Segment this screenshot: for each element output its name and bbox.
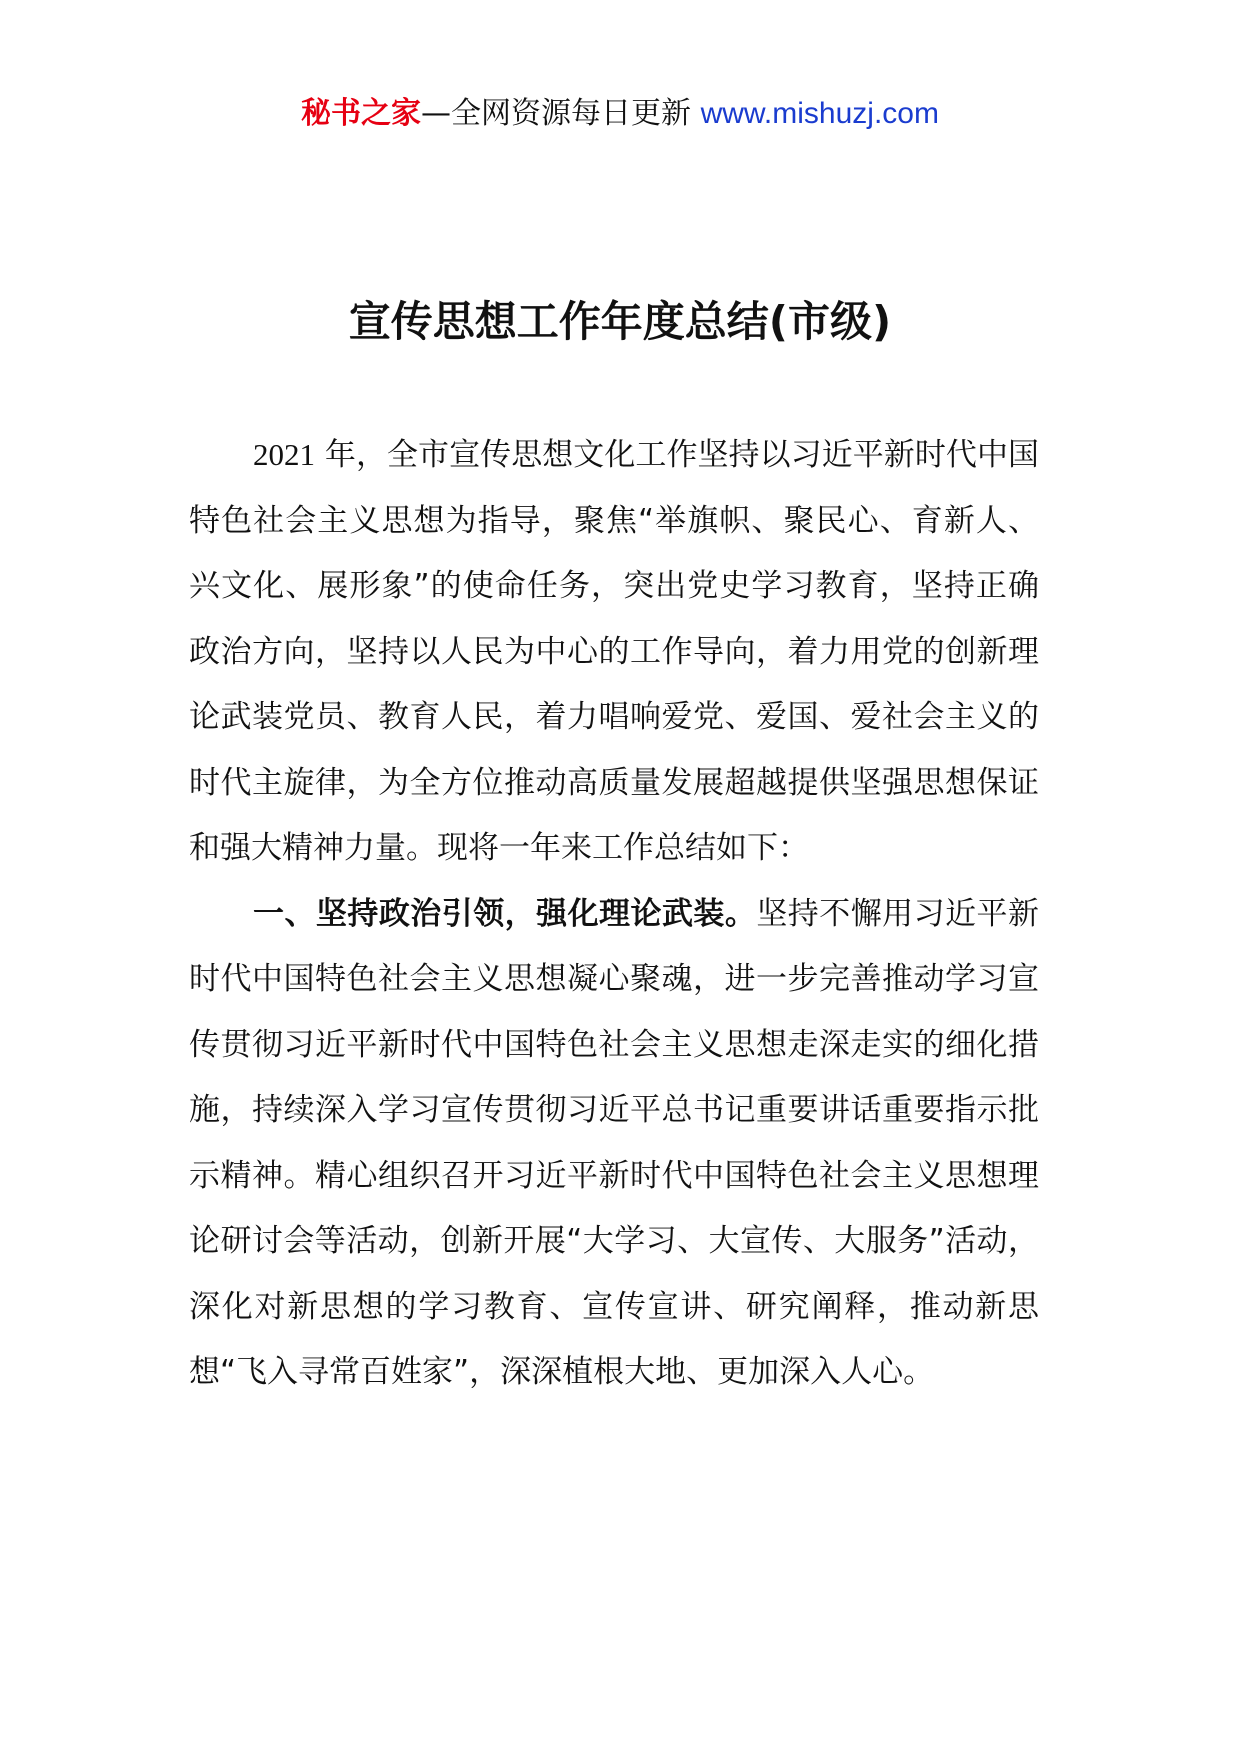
intro-paragraph: [189, 422, 1039, 882]
document-body: [189, 422, 1039, 1406]
section-one-paragraph: [189, 882, 1039, 1406]
document-title: 宣传思想工作年度总结(市级): [348, 297, 892, 346]
section-one-text: 坚持不懈用习近平新时代中国特色社会主义思想凝心聚魂，进一步完善推动学习宣传贯彻习近平新时代中国特色社会主义思想走深走实的细化措施，持续深入学习宣传贯彻习近平总书记重要讲话重要指示批示精神。精心组织召开习近平新时代中国特色社会主义思想理论研讨会等活动，创新开展“大学习、大宣传、大服务”活动，深化对新思想的学习教育、宣传宣讲、研究阐释，推动新思想“飞入寻常百姓家”，深深植根大地、更加深入人心。: [189, 895, 1040, 1390]
intro-year: 2021: [253, 437, 315, 472]
intro-text: 年，全市宣传思想文化工作坚持以习近平新时代中国特色社会主义思想为指导，聚焦“举旗帜、聚民心、育新人、兴文化、展形象”的使命任务，突出党史学习教育，坚持正确政治方向，坚持以人民为中心的工作导向，着力用党的创新理论武装党员、教育人民，着力唱响爱党、爱国、爱社会主义的时代主旋律，为全方位推动高质量发展超越提供坚强思想保证和强大精神力量。现将一年来工作总结如下：: [189, 437, 1039, 866]
site-slogan: —全网资源每日更新: [421, 96, 692, 131]
site-header: [0, 94, 1240, 134]
section-one-heading: 一、坚持政治引领，强化理论武装。: [253, 895, 757, 932]
site-brand: 秘书之家: [301, 96, 422, 131]
site-url-link[interactable]: www.mishuzj.com: [700, 97, 939, 130]
